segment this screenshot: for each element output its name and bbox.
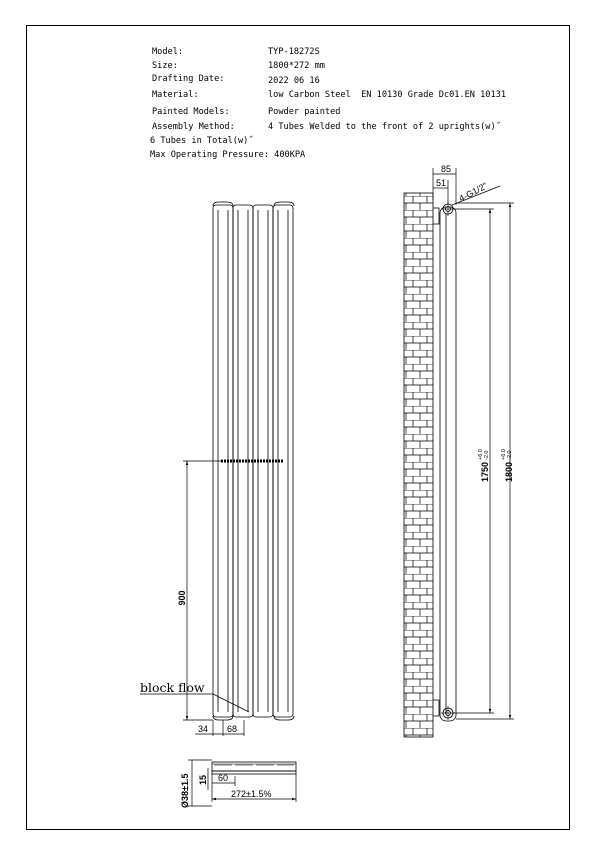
- dim-60-label: 60: [218, 773, 229, 783]
- dim-1800-label: 1800: [504, 461, 514, 482]
- dim-1750: [452, 209, 494, 713]
- spec-size-value: 1800*272 mm: [268, 61, 325, 71]
- dim-1800: [456, 203, 514, 719]
- note-max-pressure: Max Operating Pressure: 400KPA: [150, 150, 306, 160]
- dim-51-label: 51: [436, 178, 447, 188]
- dim-900-label: 900: [177, 590, 187, 606]
- spec-material-label: Material:: [152, 90, 199, 100]
- dim-85-label: 85: [441, 164, 452, 174]
- dim-diameter-label: Ø38±1.5: [180, 773, 190, 808]
- dim-68-label: 68: [227, 724, 238, 734]
- radiator-profile: [440, 207, 456, 721]
- note-tubes-total: 6 Tubes in Total(w)˝: [150, 136, 254, 146]
- spec-painted-value: Powder painted: [268, 107, 341, 117]
- bracket-top: [433, 208, 439, 224]
- dim-15-label: 15: [198, 774, 208, 785]
- block-flow-label: block flow: [140, 680, 205, 695]
- side-view: [433, 202, 456, 721]
- dim-272-label: 272±1.5%: [231, 789, 272, 799]
- dim-1800-tol-upper: +6.0: [501, 449, 507, 460]
- front-view: [213, 202, 294, 720]
- spec-assembly-label: Assembly Method:: [152, 122, 235, 132]
- spec-model-label: Model:: [152, 47, 184, 57]
- brick-wall: [404, 193, 433, 737]
- spec-model-value: TYP-18272S: [268, 47, 320, 57]
- spec-date-label: Drafting Date:: [152, 74, 225, 84]
- spec-assembly-value: 4 Tubes Welded to the front of 2 uprights(w)˝: [268, 122, 501, 132]
- bottom-profile: [212, 762, 296, 771]
- bracket-bottom: [433, 700, 439, 716]
- dim-1750-label: 1750: [480, 461, 490, 482]
- spec-date-value: 2022 06 16: [268, 76, 320, 86]
- spec-size-label: Size:: [152, 61, 178, 71]
- spec-painted-label: Painted Models:: [152, 107, 230, 117]
- dim-1750-tol-lower: -2.0: [484, 450, 490, 460]
- spec-material-value: low Carbon Steel EN 10130 Grade Dc01.EN 10131: [268, 90, 506, 100]
- dim-1750-tol-upper: +6.0: [478, 449, 484, 460]
- thread-label: 4-G1/2": [457, 180, 490, 204]
- dim-34-label: 34: [198, 724, 209, 734]
- dim-1800-tol-lower: -2.0: [507, 450, 513, 460]
